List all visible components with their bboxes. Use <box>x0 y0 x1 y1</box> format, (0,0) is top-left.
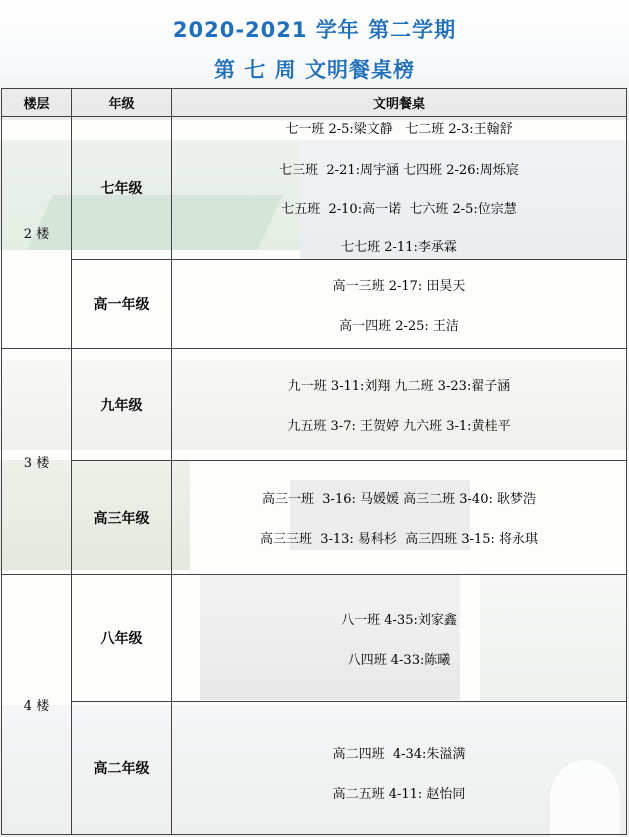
col-header-grade: 年级 <box>72 89 172 117</box>
table-entry: 八四班 4-33:陈曦 <box>347 652 451 668</box>
grade-cell: 七年级 <box>72 117 172 260</box>
tables-cell <box>172 260 627 349</box>
table-entry: 高二五班 4-11: 赵怡同 <box>332 786 466 802</box>
table-entry: 七三班 2-21:周宇涵 七四班 2-26:周烁宸 <box>279 163 519 178</box>
floor-cell: 4 楼 <box>2 575 72 835</box>
grade-cell: 高三年级 <box>72 461 172 575</box>
table-entry: 九五班 3-7: 王贺婷 九六班 3-1:黄桂平 <box>287 419 511 434</box>
table-row <box>2 117 627 260</box>
table-entry: 九一班 3-11:刘翔 九二班 3-23:翟子涵 <box>287 379 511 394</box>
floor-cell: 3 楼 <box>2 349 72 575</box>
tables-cell <box>172 117 627 260</box>
grade-cell: 高二年级 <box>72 702 172 835</box>
table-entry: 七一班 2-5:梁文静 七二班 2-3:王翰舒 <box>285 122 513 137</box>
table-row <box>2 260 627 349</box>
tables-cell <box>172 702 627 835</box>
grade-cell: 九年级 <box>72 349 172 461</box>
table-entry: 高一三班 2-17: 田昊天 <box>332 278 466 294</box>
col-header-tables: 文明餐桌 <box>172 89 627 117</box>
grade-cell: 八年级 <box>72 575 172 702</box>
table-entry: 八一班 4-35:刘家鑫 <box>341 612 457 628</box>
table-row <box>2 702 627 835</box>
col-header-floor: 楼层 <box>2 89 72 117</box>
table-row <box>2 575 627 702</box>
table-row <box>2 349 627 461</box>
tables-cell <box>172 575 627 702</box>
table-row <box>2 461 627 575</box>
title-week: 第 七 周 文明餐桌榜 <box>214 58 415 82</box>
tables-cell <box>172 461 627 575</box>
table-entry: 高三三班 3-13: 易科杉 高三四班 3-15: 将永琪 <box>259 532 539 547</box>
grade-cell: 高一年级 <box>72 260 172 349</box>
table-entry: 七七班 2-11:李承霖 <box>341 240 457 255</box>
table-entry: 高三一班 3-16: 马媛媛 高三二班 3-40: 耿梦浩 <box>262 492 536 507</box>
table-entry: 高二四班 4-34:朱溢满 <box>332 746 466 762</box>
header-row <box>2 89 627 117</box>
table-entry: 高一四班 2-25: 王洁 <box>339 318 459 334</box>
tables-cell <box>172 349 627 461</box>
table-entry: 七五班 2-10:高一诺 七六班 2-5:位宗慧 <box>281 202 517 217</box>
floor-cell: 2 楼 <box>2 117 72 349</box>
civilized-table-ranking <box>1 88 627 835</box>
title-semester: 2020-2021 学年 第二学期 <box>172 18 457 42</box>
